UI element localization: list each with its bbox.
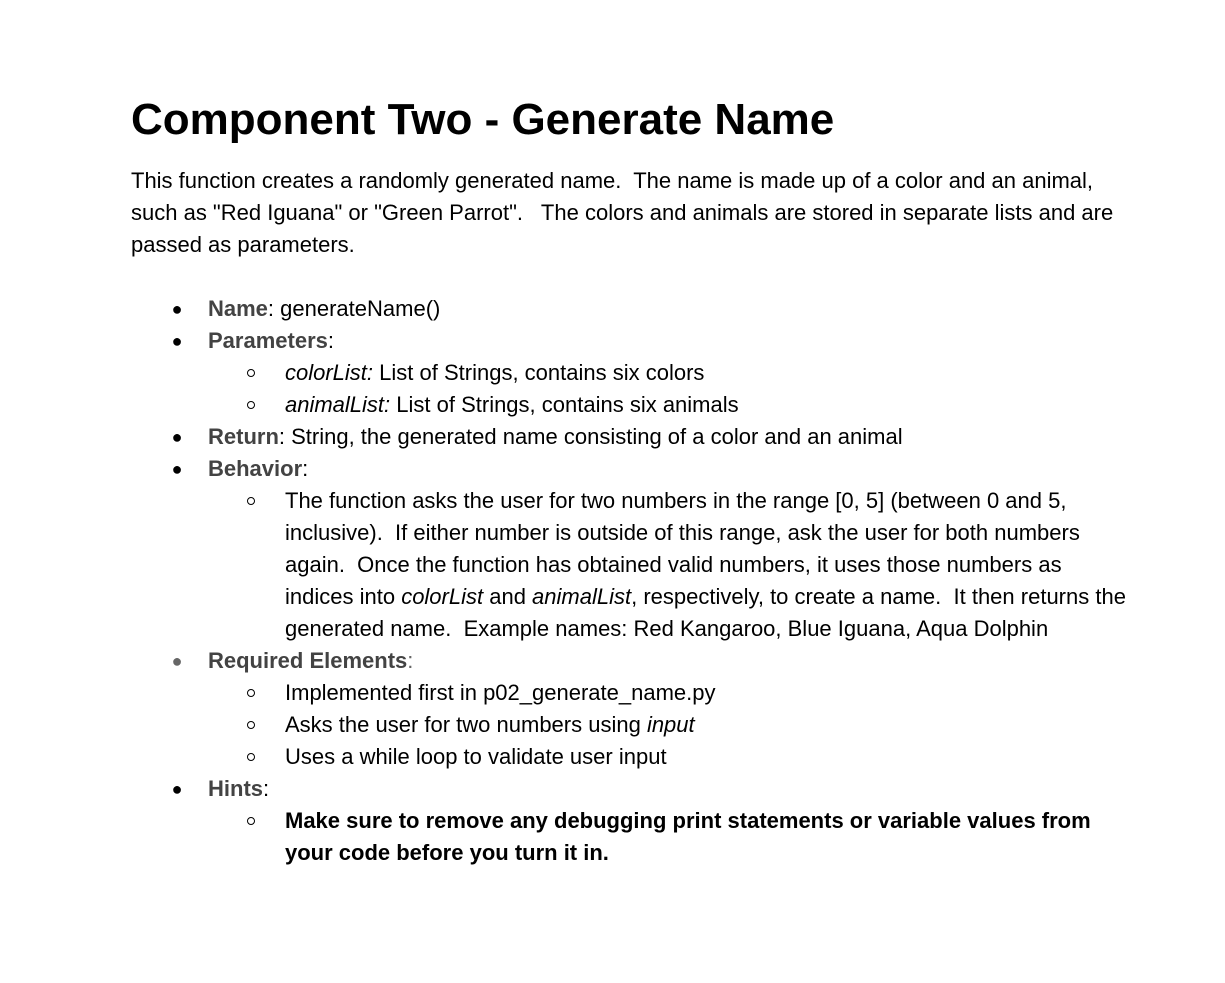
list-item-return [131,421,1131,453]
behavior-text-2: and [483,584,533,609]
document-body [131,94,1131,869]
required-sublist [208,677,1131,773]
parameter-desc: List of Strings, contains six colors [373,360,705,385]
parameter-item-animallist [208,389,1131,421]
intro-paragraph: This function creates a randomly generated name. The name is made up of a color and an animal, such as "Red Iguana" or "Green Parrot". The colors and animals are stored in separate lists and are passed as parameters. [131,168,1120,257]
circle-bullet-icon [247,497,255,505]
hint-text: Make sure to remove any debugging print statements or variable values from your code before you turn it in. [285,808,1091,865]
bullet-icon: ● [171,779,183,799]
bullet-icon: ● [171,331,183,351]
required-label: Required Elements [208,648,408,673]
return-value: : String, the generated name consisting of a color and an animal [278,424,903,449]
circle-bullet-icon [247,401,255,409]
required-item-2 [208,709,1131,741]
parameter-name: animalList: [285,392,391,417]
name-colon: : [267,296,275,321]
list-item-name [131,293,1131,325]
hint-item-1 [208,805,1131,869]
required-sublist-wrapper [131,677,1131,773]
list-item-behavior [131,453,1131,485]
hints-sublist-wrapper [131,805,1131,869]
page-title: Component Two - Generate Name [131,95,835,144]
behavior-em-animallist: animalList [532,584,632,609]
parameter-name: colorList: [285,360,374,385]
required-item-text: Asks the user for two numbers using [285,712,647,737]
list-item-hints [131,773,1131,805]
behavior-text-1: The function asks the user for two numbers in the range [0, 5] (between 0 and 5, inclusive). If either number is outside of this range, ask the user for both numbers again. Once the function has obtained valid numbers, it uses those numbers as indices into [285,488,1086,609]
circle-bullet-icon [247,689,255,697]
return-label: Return [208,424,279,449]
hints-colon: : [263,776,270,801]
required-item-3 [208,741,1131,773]
spec-list [131,293,1131,869]
required-item-text: Implemented first in p02_generate_name.py [285,680,716,705]
parameters-sublist [208,357,1131,421]
hints-label: Hints [208,776,263,801]
parameter-item-colorlist [208,357,1131,389]
required-item-em: input [646,712,695,737]
bullet-icon: ● [171,299,183,319]
parameters-sublist-wrapper [131,357,1131,421]
required-colon: : [407,648,414,673]
behavior-em-colorlist: colorList [401,584,484,609]
behavior-description [208,485,1131,645]
name-value: generateName() [274,296,441,321]
circle-bullet-icon [247,753,255,761]
list-item-parameters [131,325,1131,357]
behavior-colon: : [302,456,309,481]
behavior-text-3: , respectively, to create a name. It then returns the generated name. Example names: Red Kangaroo, Blue Iguana, Aqua Dolphin [285,584,1133,641]
required-item-text: Uses a while loop to validate user input [285,744,667,769]
circle-bullet-icon [247,817,255,825]
parameters-label: Parameters [208,328,328,353]
name-label: Name [208,296,268,321]
behavior-sublist-wrapper [131,485,1131,645]
circle-bullet-icon [247,369,255,377]
behavior-label: Behavior [208,456,303,481]
parameters-colon: : [327,328,334,353]
circle-bullet-icon [247,721,255,729]
list-item-required-elements [131,645,1131,677]
required-item-1 [208,677,1131,709]
hints-sublist [208,805,1131,869]
parameter-desc: List of Strings, contains six animals [390,392,739,417]
bullet-icon: ● [171,459,183,479]
bullet-icon: ● [171,427,183,447]
bullet-icon: ● [171,651,183,671]
behavior-sublist [208,485,1131,645]
